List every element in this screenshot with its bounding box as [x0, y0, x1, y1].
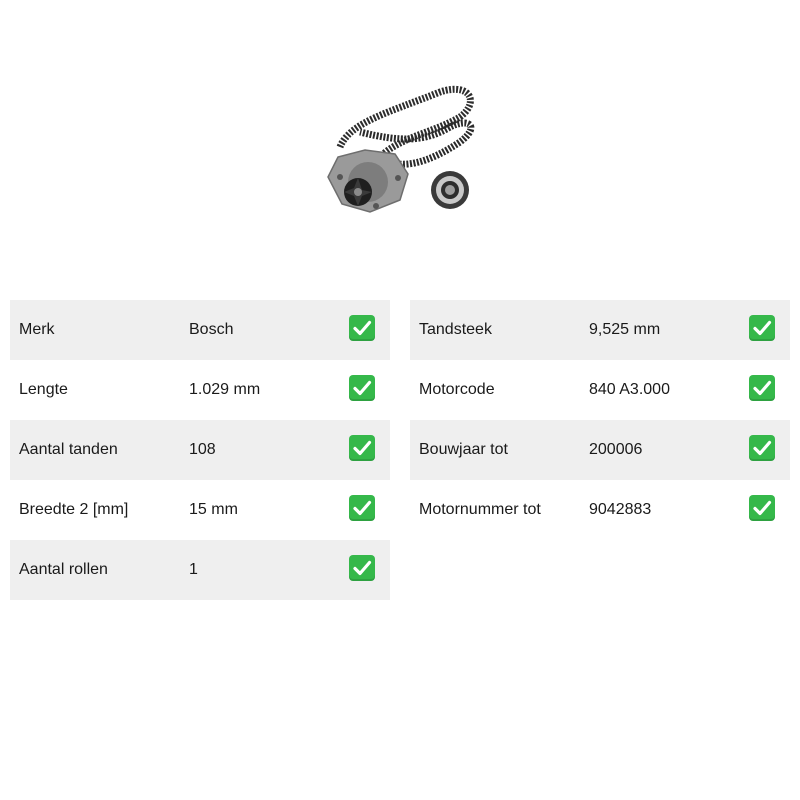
spec-value: 108 — [189, 441, 216, 458]
check-icon — [349, 495, 375, 521]
spec-value: 1.029 mm — [189, 381, 261, 398]
product-image — [320, 82, 480, 217]
spec-row-aantal-tanden — [10, 420, 390, 480]
spec-row-motornummer-tot — [410, 480, 790, 540]
spec-label: Aantal tanden — [19, 441, 118, 458]
spec-label: Aantal rollen — [19, 561, 108, 578]
spec-value: 9042883 — [589, 501, 652, 518]
spec-value: 1 — [189, 561, 198, 578]
spec-value: 9,525 mm — [589, 321, 661, 338]
check-icon — [749, 315, 775, 341]
spec-label: Tandsteek — [419, 321, 492, 338]
spec-row-bouwjaar-tot — [410, 420, 790, 480]
spec-label: Breedte 2 [mm] — [19, 501, 129, 518]
check-icon — [349, 375, 375, 401]
spec-row-tandsteek — [410, 300, 790, 360]
spec-label: Motornummer tot — [419, 501, 541, 518]
check-icon — [749, 375, 775, 401]
spec-table-right — [410, 300, 790, 540]
spec-label: Lengte — [19, 381, 68, 398]
spec-value: 840 A3.000 — [589, 381, 670, 398]
spec-value: 15 mm — [189, 501, 238, 518]
spec-row-motorcode — [410, 360, 790, 420]
spec-row-aantal-rollen — [10, 540, 390, 600]
spec-row-lengte — [10, 360, 390, 420]
spec-value: Bosch — [189, 321, 234, 338]
spec-label: Bouwjaar tot — [419, 441, 508, 458]
check-icon — [349, 315, 375, 341]
check-icon — [749, 495, 775, 521]
spec-row-breedte — [10, 480, 390, 540]
spec-value: 200006 — [589, 441, 643, 458]
check-icon — [349, 555, 375, 581]
spec-table-left — [10, 300, 390, 600]
spec-row-merk — [10, 300, 390, 360]
check-icon — [749, 435, 775, 461]
spec-label: Merk — [19, 321, 55, 338]
timing-belt-kit-image — [320, 82, 480, 217]
spec-label: Motorcode — [419, 381, 495, 398]
check-icon — [349, 435, 375, 461]
